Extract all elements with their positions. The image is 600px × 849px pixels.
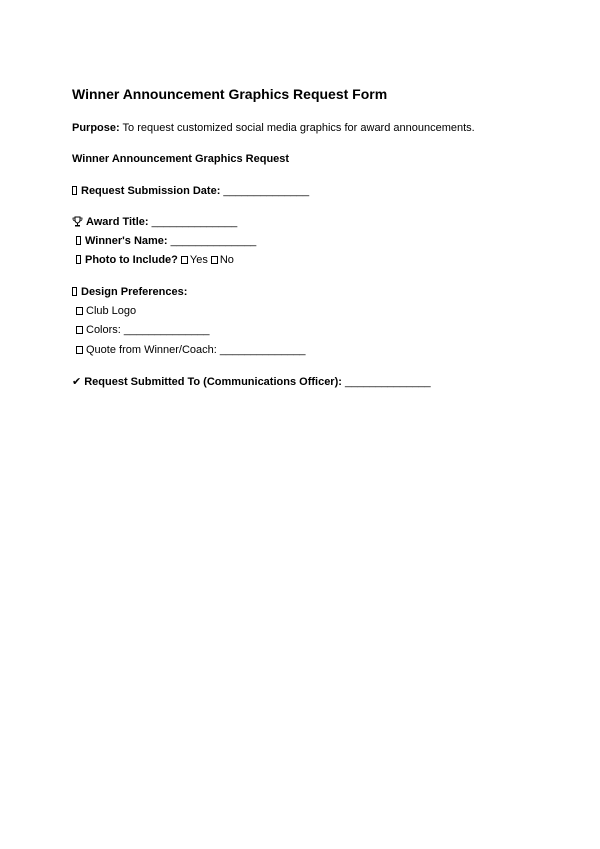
winner-name-label: Winner's Name: — [85, 235, 168, 247]
trophy-icon — [72, 216, 83, 227]
colors-label: Colors: — [86, 324, 121, 336]
submission-date-field[interactable]: ______________ — [223, 185, 310, 197]
quote-option — [76, 344, 306, 357]
award-title-field[interactable]: ______________ — [151, 216, 238, 228]
purpose-text: To request customized social media graphics for award announcements. — [122, 122, 475, 134]
section-heading: Winner Announcement Graphics Request — [72, 153, 290, 165]
palette-icon — [72, 287, 77, 296]
club-logo-label: Club Logo — [86, 305, 137, 317]
colors-field[interactable]: ______________ — [123, 324, 210, 336]
form-title: Winner Announcement Graphics Request Form — [72, 86, 388, 102]
photo-row — [76, 254, 234, 267]
award-title-row — [72, 216, 237, 229]
quote-label: Quote from Winner/Coach: — [86, 344, 217, 356]
photo-label: Photo to Include? — [85, 254, 178, 266]
person-icon — [76, 236, 81, 245]
club-logo-checkbox[interactable] — [76, 307, 83, 315]
submitted-to-row — [72, 376, 431, 389]
purpose-line — [72, 122, 475, 135]
design-preferences-label: Design Preferences: — [81, 286, 188, 298]
quote-checkbox[interactable] — [76, 346, 83, 354]
design-preferences-row — [72, 286, 187, 299]
calendar-icon — [72, 186, 77, 195]
submission-date-row — [72, 185, 309, 198]
winner-name-row — [76, 235, 256, 248]
photo-yes-label: Yes — [189, 254, 208, 266]
colors-checkbox[interactable] — [76, 326, 83, 334]
colors-option — [76, 324, 210, 337]
submitted-to-label: Request Submitted To (Communications Officer): — [84, 376, 342, 388]
purpose-label: Purpose: — [72, 122, 120, 134]
photo-yes-checkbox[interactable] — [181, 256, 188, 264]
checkmark-icon: ✔ — [72, 376, 82, 388]
quote-field[interactable]: ______________ — [219, 344, 306, 356]
club-logo-option — [76, 305, 136, 318]
winner-name-field[interactable]: ______________ — [170, 235, 257, 247]
submitted-to-field[interactable]: ______________ — [344, 376, 431, 388]
photo-no-label: No — [219, 254, 234, 266]
award-title-label: Award Title: — [86, 216, 149, 228]
camera-icon — [76, 255, 81, 264]
photo-no-checkbox[interactable] — [211, 256, 218, 264]
submission-date-label: Request Submission Date: — [81, 185, 221, 197]
